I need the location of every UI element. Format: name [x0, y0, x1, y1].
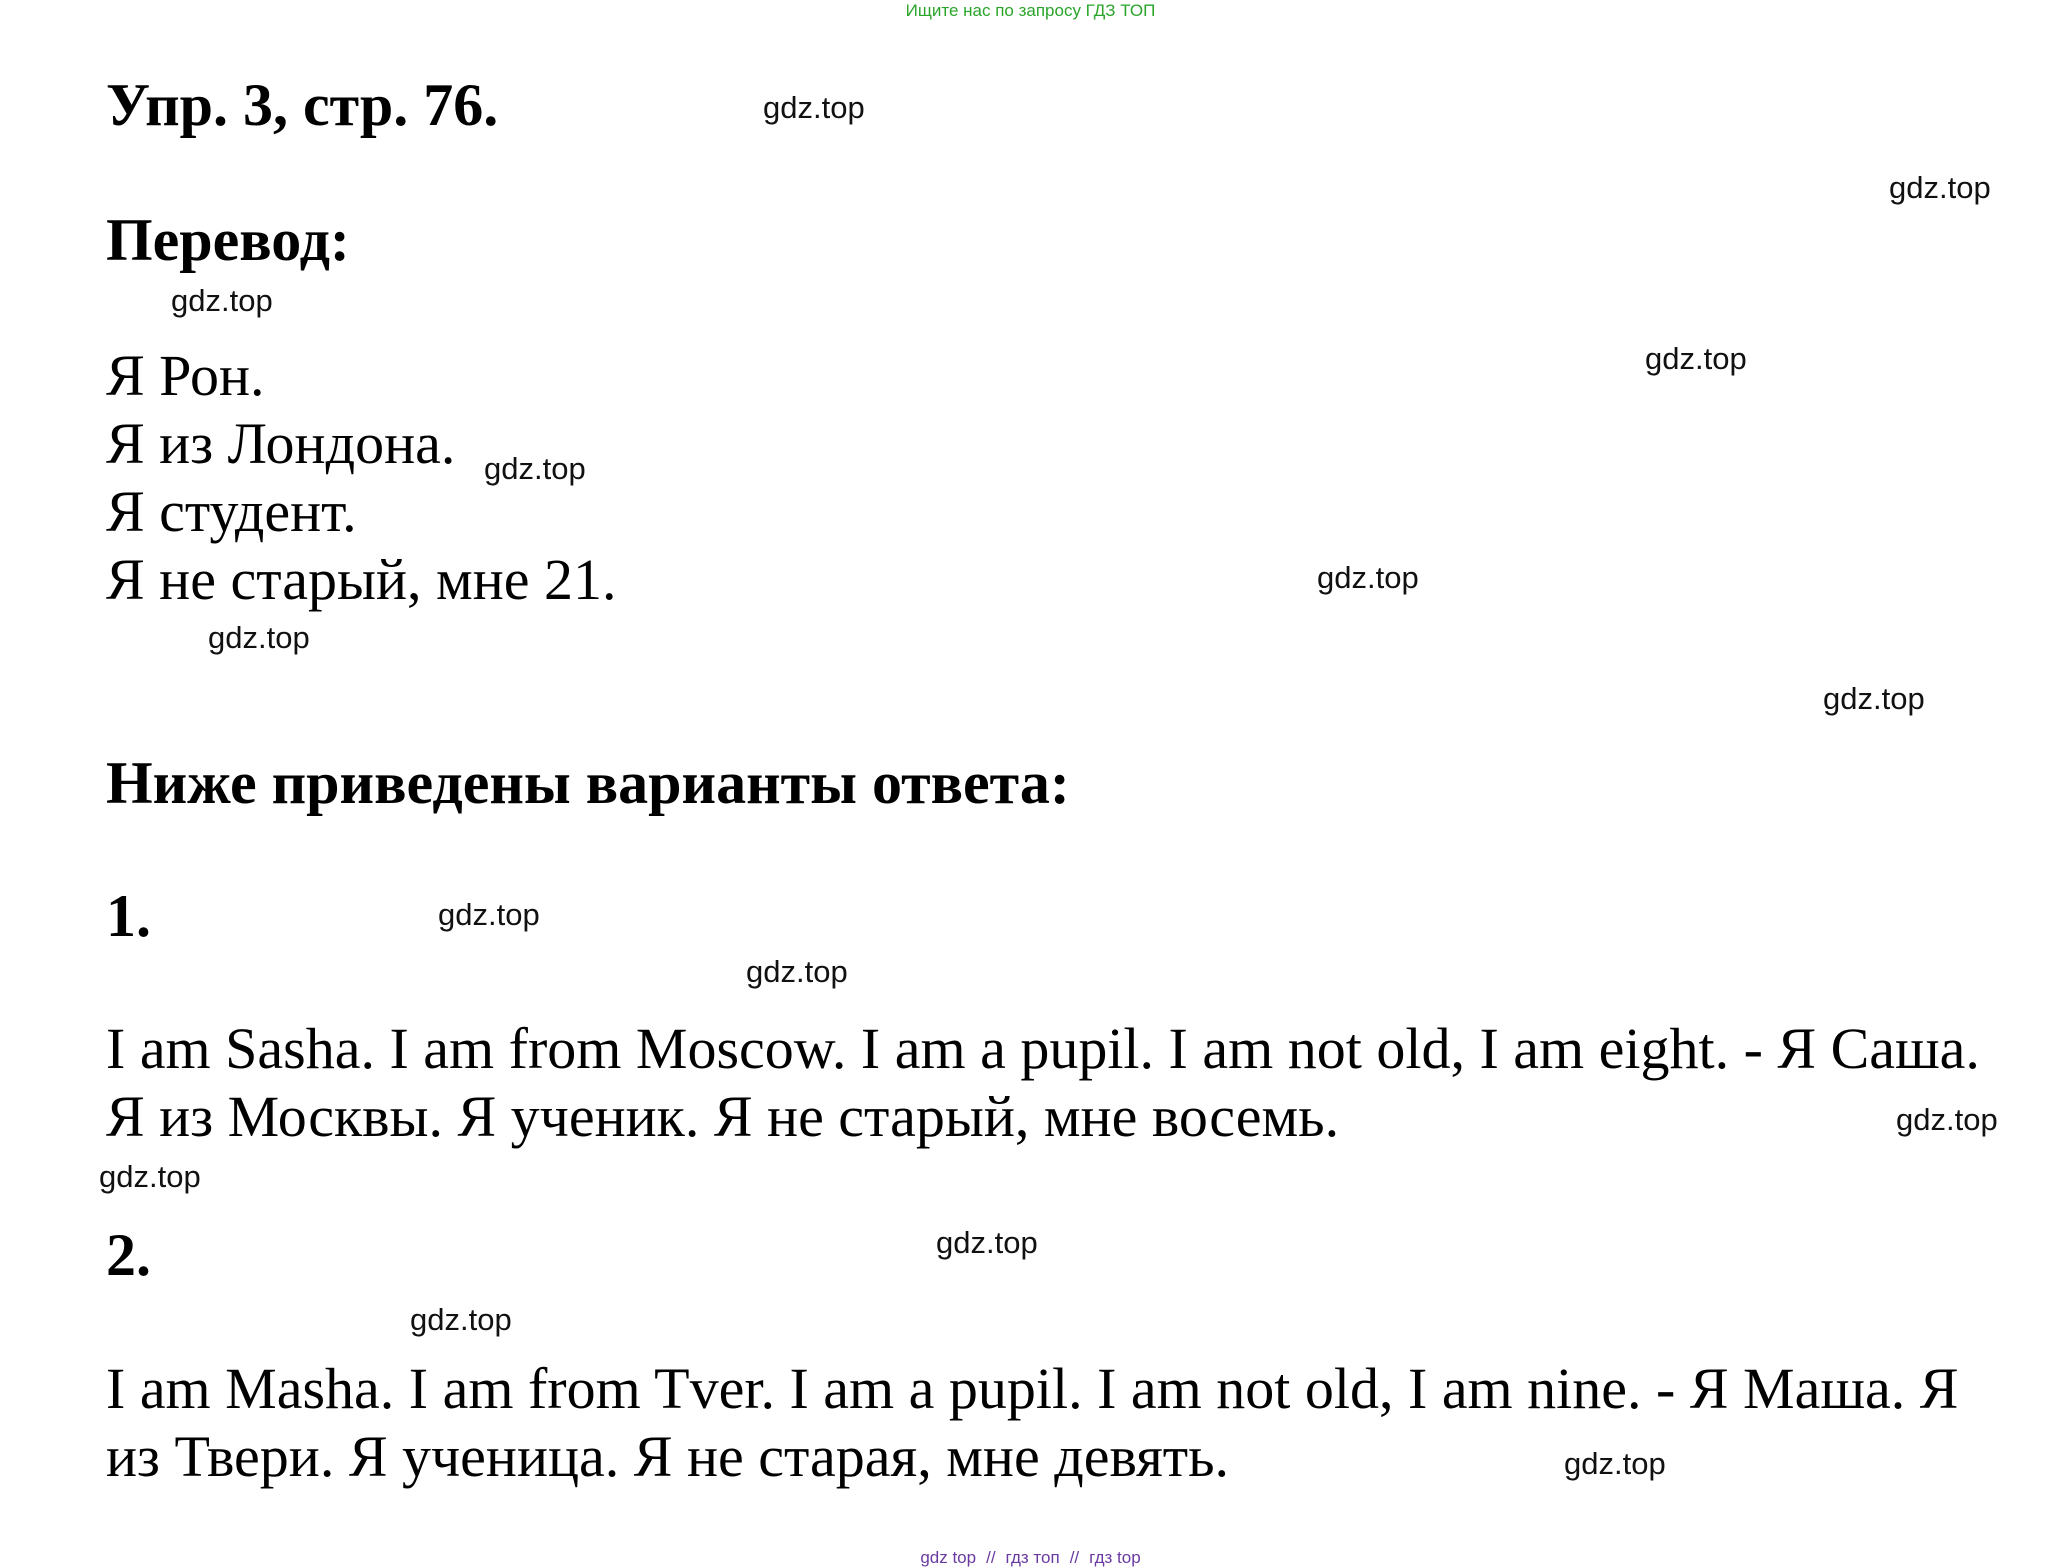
watermark: gdz.top [1645, 341, 1747, 376]
footer-separator: // [1069, 1548, 1080, 1567]
exercise-title: Упр. 3, стр. 76. [106, 72, 499, 138]
watermark: gdz.top [746, 954, 848, 989]
watermark: gdz.top [484, 451, 586, 486]
footer-link[interactable]: gdz top [920, 1548, 977, 1567]
watermark: gdz.top [936, 1225, 1038, 1260]
watermark: gdz.top [1317, 560, 1419, 595]
watermark: gdz.top [438, 897, 540, 932]
footer [0, 1549, 2061, 1567]
top-banner: Ищите нас по запросу ГДЗ ТОП [905, 1, 1156, 20]
translation-line: Я не старый, мне 21. [106, 547, 617, 612]
translation-heading: Перевод: [106, 207, 350, 273]
watermark: gdz.top [410, 1302, 512, 1337]
answer-text: I am Sasha. I am from Moscow. I am a pupil. I am not old, I am eight. - Я Саша. Я из Москвы. Я ученик. Я не старый, мне восемь. [106, 1016, 1980, 1149]
watermark: gdz.top [1823, 681, 1925, 716]
watermark: gdz.top [99, 1159, 201, 1194]
watermark: gdz.top [171, 283, 273, 318]
watermark: gdz.top [1564, 1446, 1666, 1481]
footer-separator: // [986, 1548, 996, 1567]
translation-line: Я Рон. [106, 343, 265, 408]
watermark: gdz.top [763, 90, 865, 125]
answers-heading: Ниже приведены варианты ответа: [106, 750, 1070, 816]
watermark: gdz.top [1889, 170, 1991, 205]
answer-number: 2. [106, 1222, 151, 1288]
answer-number: 1. [106, 883, 151, 949]
translation-line: Я студент. [106, 479, 357, 544]
footer-link[interactable]: гдз топ [1005, 1548, 1060, 1567]
footer-link[interactable]: гдз top [1089, 1548, 1141, 1567]
watermark: gdz.top [1896, 1102, 1998, 1137]
answer-text: I am Masha. I am from Tver. I am a pupil. I am not old, I am nine. - Я Маша. Я из Твери. Я ученица. Я не старая, мне девять. [106, 1356, 1959, 1489]
translation-line: Я из Лондона. [106, 411, 456, 476]
watermark: gdz.top [208, 620, 310, 655]
